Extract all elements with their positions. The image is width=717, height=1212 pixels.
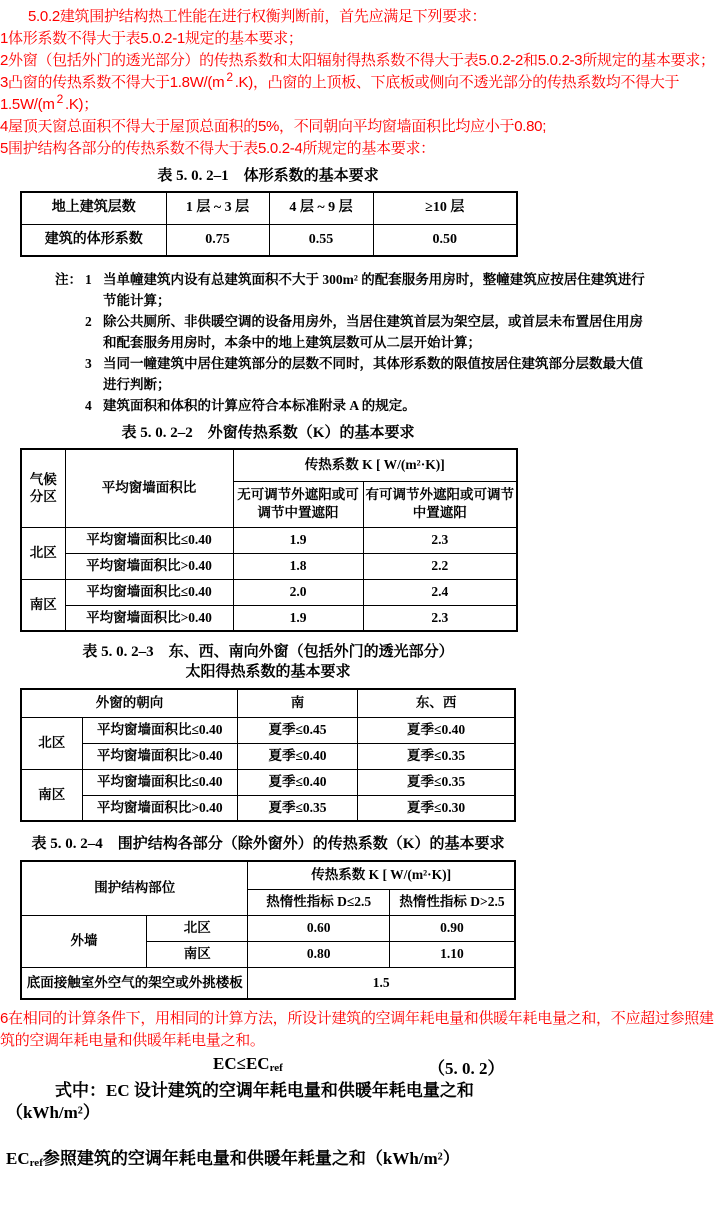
note-item-3 <box>55 353 655 395</box>
superscript-2: 2 <box>56 92 63 106</box>
table4-value: 0.80 <box>248 941 390 967</box>
table3-value: 夏季≤0.40 <box>237 769 357 795</box>
table3-value: 夏季≤0.35 <box>237 795 357 821</box>
note-prefix: 注： <box>55 272 82 287</box>
note-item-2 <box>55 311 655 353</box>
table3-title-line2: 太阳得热系数的基本要求 <box>185 664 351 680</box>
table3-value: 夏季≤0.35 <box>358 769 515 795</box>
table3-value: 夏季≤0.35 <box>358 743 515 769</box>
requirement-3-text: 3凸窗的传热系数不得大于1.8W/(m <box>0 74 225 91</box>
ec-ref-subscript: ref <box>29 1157 43 1170</box>
formula-number: （5. 0. 2） <box>428 1059 505 1078</box>
table2-ratio: 平均窗墙面积比≤0.40 <box>65 527 233 553</box>
table-row <box>21 553 517 579</box>
table2-ratio: 平均窗墙面积比>0.40 <box>65 605 233 631</box>
formula-expression <box>213 1054 283 1074</box>
table-row <box>21 449 517 481</box>
table-row <box>21 605 517 631</box>
table2-ratio: 平均窗墙面积比>0.40 <box>65 553 233 579</box>
table-row <box>21 224 517 256</box>
table-row <box>21 689 515 717</box>
table-row <box>21 861 515 889</box>
requirement-1: 1体形系数不得大于表5.0.2-1规定的基本要求； <box>0 30 303 47</box>
table1-header-1to3: 1 层 ~ 3 层 <box>166 192 269 224</box>
ec-ref-definition <box>6 1148 717 1172</box>
table2-value: 1.8 <box>233 553 363 579</box>
table3-ratio: 平均窗墙面积比>0.40 <box>82 743 237 769</box>
table1-title: 表 5. 0. 2–1 体形系数的基本要求 <box>157 168 379 184</box>
table2-value: 2.3 <box>363 527 517 553</box>
table4-header-part: 围护结构部位 <box>21 861 248 915</box>
table3-title-line1: 表 5. 0. 2–3 东、西、南向外窗（包括外门的透光部分） <box>82 644 454 660</box>
table2-title: 表 5. 0. 2–2 外窗传热系数（K）的基本要求 <box>121 425 415 441</box>
table-shape-coefficient <box>20 191 518 257</box>
formula-unit: （kWh/m²） <box>6 1103 100 1122</box>
table2-ratio: 平均窗墙面积比≤0.40 <box>65 579 233 605</box>
table1-header-ge10: ≥10 层 <box>373 192 517 224</box>
table2-value: 2.0 <box>233 579 363 605</box>
requirement-6: 6在相同的计算条件下，用相同的计算方法，所设计建筑的空调年耗电量和供暖年耗电量之和，不应超过参照建筑的空调年耗电量和供暖年耗电量之和。 <box>0 1010 714 1049</box>
table1-value: 0.50 <box>373 224 517 256</box>
clause-5-0-2-intro: 5.0.2建筑围护结构热工性能在进行权衡判断前，首先应满足下列要求： <box>28 8 487 25</box>
requirements-block <box>0 0 717 160</box>
table1-notes <box>55 269 655 416</box>
table3-header-south: 南 <box>237 689 357 717</box>
note-number: 4 <box>85 398 92 413</box>
note-number: 3 <box>85 356 92 371</box>
note-prefix <box>55 353 85 395</box>
table4-wall-label: 外墙 <box>21 915 147 967</box>
ec-ref-symbol: EC <box>6 1149 30 1168</box>
table2-header-ratio: 平均窗墙面积比 <box>65 449 233 527</box>
note-prefix <box>55 395 85 416</box>
table2-value: 2.4 <box>363 579 517 605</box>
table3-ratio: 平均窗墙面积比≤0.40 <box>82 717 237 743</box>
table3-value: 夏季≤0.30 <box>358 795 515 821</box>
table4-zone-south: 南区 <box>147 941 248 967</box>
table4-floor-label: 底面接触室外空气的架空或外挑楼板 <box>21 967 248 999</box>
table3-ratio: 平均窗墙面积比≤0.40 <box>82 769 237 795</box>
table2-zone-north: 北区 <box>21 527 65 579</box>
note-prefix <box>55 311 85 353</box>
table-row <box>21 795 515 821</box>
table4-zone-north: 北区 <box>147 915 248 941</box>
table2-header-climate: 气候分区 <box>21 449 65 527</box>
note-text: 当同一幢建筑中居住建筑部分的层数不同时，其体形系数的限值按居住建筑部分层数最大值进行判断； <box>103 356 643 392</box>
note-number: 2 <box>85 314 92 329</box>
table-row <box>21 967 515 999</box>
table1-value: 0.55 <box>269 224 373 256</box>
table2-value: 1.9 <box>233 605 363 631</box>
requirement-3-text: .K)； <box>64 96 98 113</box>
note-number: 1 <box>85 272 92 287</box>
table2-zone-south: 南区 <box>21 579 65 631</box>
table-row <box>21 743 515 769</box>
table3-value: 夏季≤0.40 <box>358 717 515 743</box>
table4-value: 1.10 <box>389 941 515 967</box>
table3-ratio: 平均窗墙面积比>0.40 <box>82 795 237 821</box>
table4-title: 表 5. 0. 2–4 围护结构各部分（除外窗外）的传热系数（K）的基本要求 <box>31 836 505 852</box>
table-row <box>21 915 515 941</box>
requirement-2: 2外窗（包括外门的透光部分）的传热系数和太阳辐射得热系数不得大于表5.0.2-2和5.0.2-3所规定的基本要求； <box>0 52 715 69</box>
table3-value: 夏季≤0.40 <box>237 743 357 769</box>
formula-where-clause: 式中：EC 设计建筑的空调年耗电量和供暖年耗电量之和 <box>55 1081 474 1100</box>
table3-zone-south: 南区 <box>21 769 82 821</box>
table2-header-k: 传热系数 K [ W/(m²·K)] <box>233 449 517 481</box>
formula-5-0-2 <box>0 1054 717 1078</box>
requirement-4: 4屋顶天窗总面积不得大于屋顶总面积的5%，不同朝向平均窗墙面积比均应小于0.80; <box>0 118 547 135</box>
table-envelope-k-value <box>20 860 516 1000</box>
note-text: 除公共厕所、非供暖空调的设备用房外，当居住建筑首层为架空层，或首层未布置居住用房和配套服务用房时，本条中的地上建筑层数可从二层开始计算； <box>103 314 643 350</box>
note-item-4 <box>55 395 655 416</box>
table2-value: 2.2 <box>363 553 517 579</box>
table-solar-heat-gain <box>20 688 516 822</box>
table3-header-orientation: 外窗的朝向 <box>21 689 237 717</box>
table1-row-label: 建筑的体形系数 <box>21 224 166 256</box>
table1-header-floors: 地上建筑层数 <box>21 192 166 224</box>
table-row <box>21 717 515 743</box>
ec-ref-text: 参照建筑的空调年耗电量和供暖年耗量之和（kWh/m²） <box>42 1149 460 1168</box>
table2-value: 1.9 <box>233 527 363 553</box>
table4-value: 0.60 <box>248 915 390 941</box>
table-row <box>21 579 517 605</box>
table4-header-k: 传热系数 K [ W/(m²·K)] <box>248 861 515 889</box>
table1-value: 0.75 <box>166 224 269 256</box>
table-row <box>21 192 517 224</box>
table4-header-d-le: 热惰性指标 D≤2.5 <box>248 889 390 915</box>
table-row <box>21 527 517 553</box>
table-window-k-value <box>20 448 518 632</box>
note-item-1 <box>55 269 655 311</box>
formula-lhs: EC≤EC <box>213 1054 270 1073</box>
table4-floor-value: 1.5 <box>248 967 515 999</box>
table4-header-d-gt: 热惰性指标 D>2.5 <box>389 889 515 915</box>
table3-header-eastwest: 东、西 <box>358 689 515 717</box>
table4-value: 0.90 <box>389 915 515 941</box>
requirement-3-text: .K)，凸窗的上顶板、下底板或侧向不透光部分的传热系数均不得大于1.5W/(m <box>0 74 680 113</box>
table2-header-shade: 有可调节外遮阳或可调节中置遮阳 <box>363 481 517 527</box>
requirement-3 <box>0 72 717 116</box>
formula-subscript: ref <box>269 1062 283 1075</box>
note-text: 当单幢建筑内设有总建筑面积不大于 300m² 的配套服务用房时，整幢建筑应按居住建筑进行节能计算； <box>103 272 645 308</box>
note-text: 建筑面积和体积的计算应符合本标准附录 A 的规定。 <box>103 398 416 413</box>
table3-zone-north: 北区 <box>21 717 82 769</box>
table3-value: 夏季≤0.45 <box>237 717 357 743</box>
table-row <box>21 769 515 795</box>
table1-header-4to9: 4 层 ~ 9 层 <box>269 192 373 224</box>
table2-header-no-shade: 无可调节外遮阳或可调节中置遮阳 <box>233 481 363 527</box>
superscript-2: 2 <box>226 70 233 84</box>
table2-value: 2.3 <box>363 605 517 631</box>
requirement-5: 5围护结构各部分的传热系数不得大于表5.0.2-4所规定的基本要求： <box>0 140 435 157</box>
